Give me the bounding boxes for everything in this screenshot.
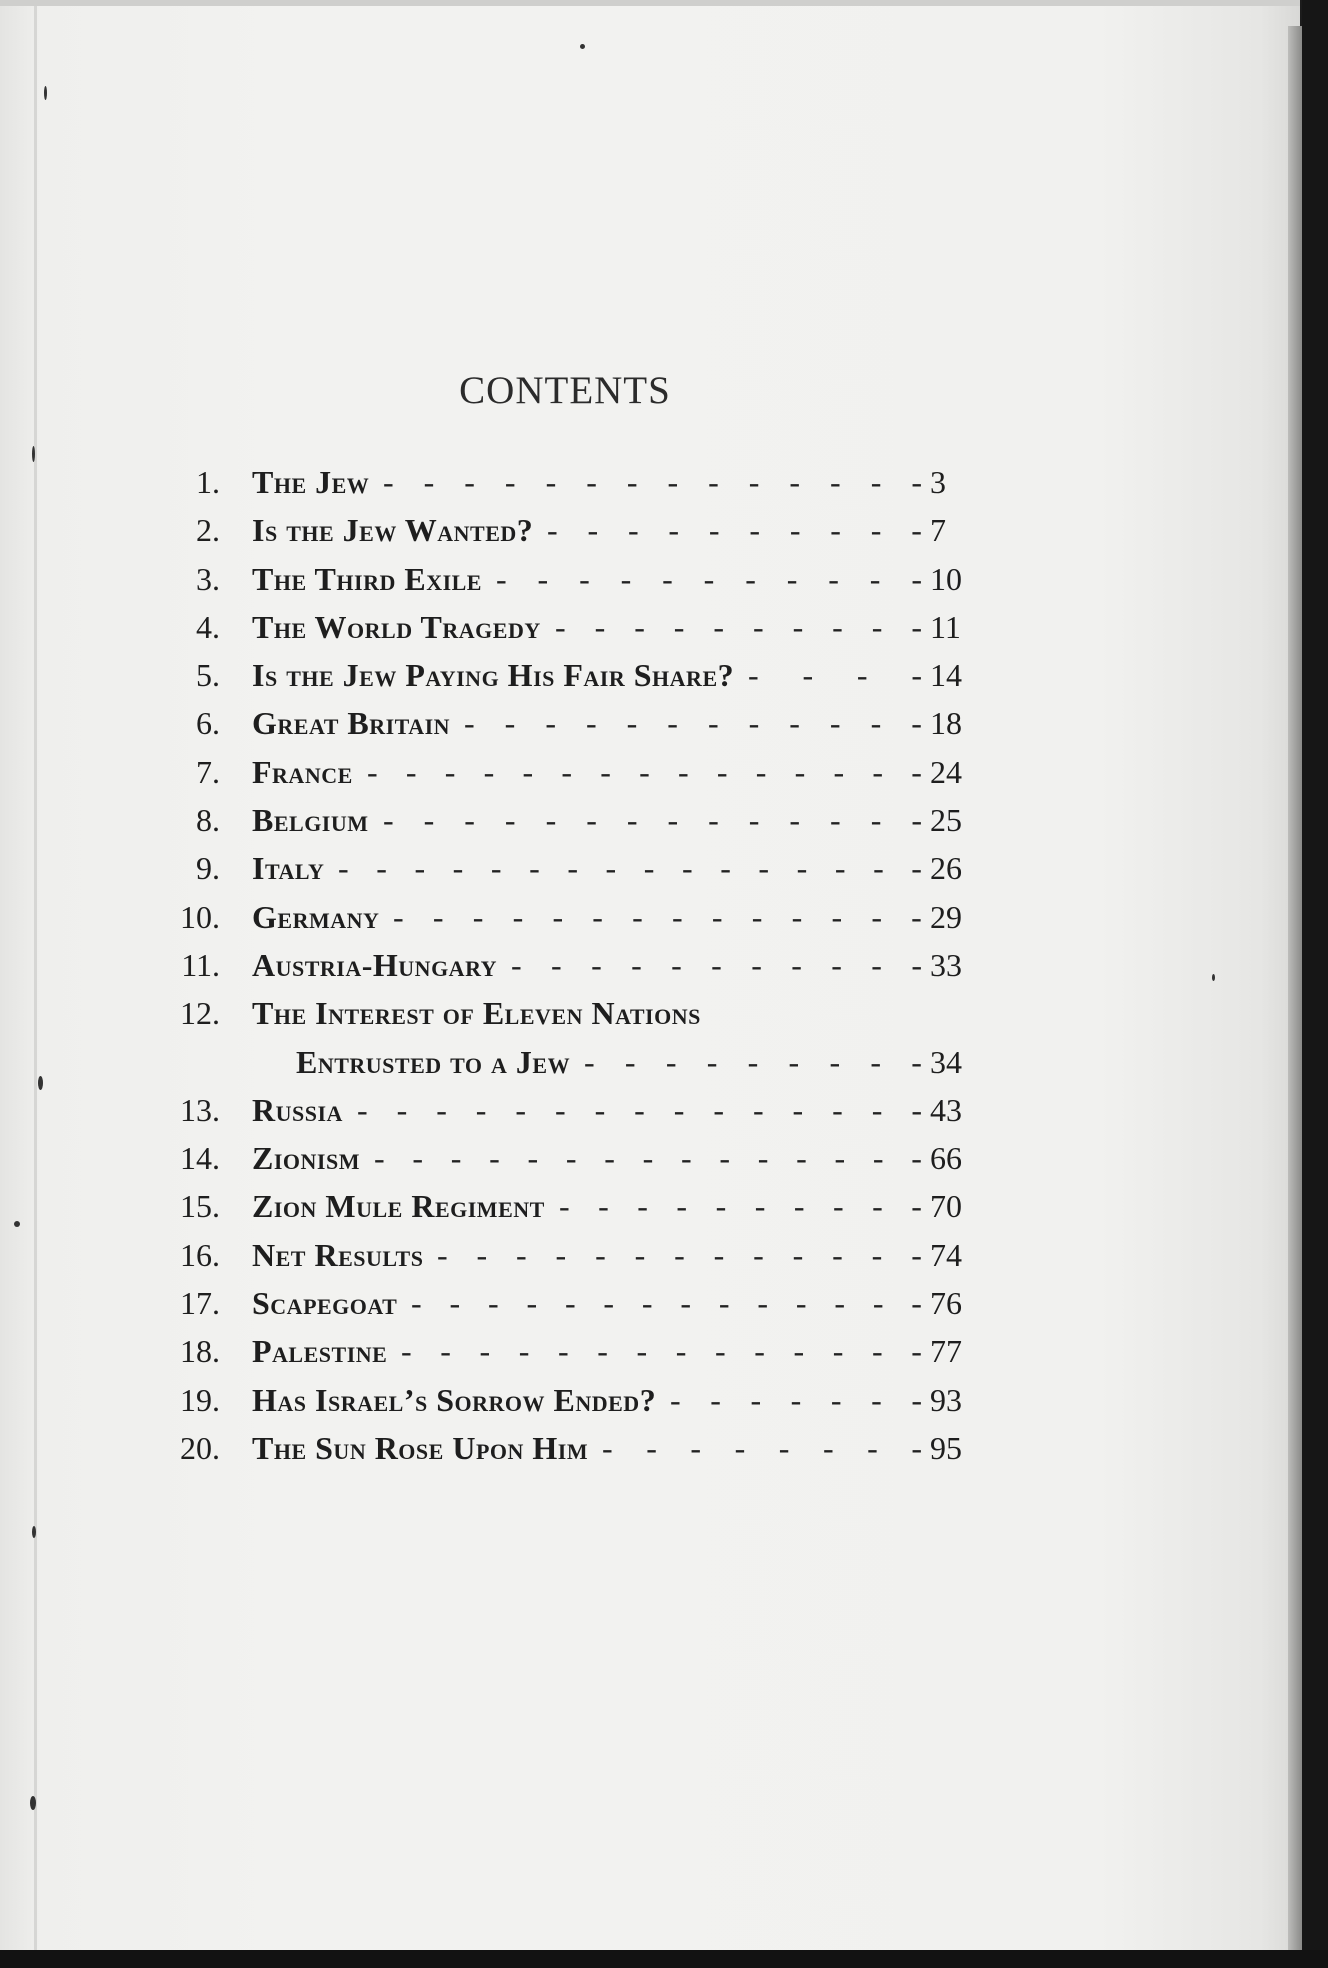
chapter-title: Scapegoat xyxy=(252,1285,398,1322)
chapter-number: 3. xyxy=(196,560,220,597)
dot-leader: - - - - - - - - - - - - - xyxy=(437,1236,922,1273)
toc-entry xyxy=(160,1430,980,1478)
dot-leader: - - - - - - - - - - - xyxy=(496,560,922,597)
scan-border-bottom xyxy=(0,1950,1328,1968)
chapter-title: Austria-Hungary xyxy=(252,946,498,983)
page-number: 77 xyxy=(930,1333,962,1370)
dot-leader: - - - - - - - - - - - - - - xyxy=(411,1285,922,1322)
chapter-number: 5. xyxy=(196,657,220,694)
toc-entry-continuation xyxy=(160,1044,980,1092)
dot-leader: - - - - - - - - - - xyxy=(555,608,922,645)
chapter-number: 12. xyxy=(180,995,220,1032)
page-number: 93 xyxy=(930,1381,962,1418)
dot-leader: - - - - - - - - - - - - - - xyxy=(401,1333,922,1370)
scan-speck xyxy=(32,1526,36,1538)
chapter-title-continuation: Entrusted to a Jew xyxy=(296,1043,571,1080)
chapter-title: The Sun Rose Upon Him xyxy=(252,1429,589,1466)
toc-entry xyxy=(160,899,980,947)
chapter-title: Great Britain xyxy=(252,705,451,742)
chapter-number: 16. xyxy=(180,1236,220,1273)
scan-speck xyxy=(32,446,35,462)
toc-entry xyxy=(160,1188,980,1236)
dot-leader: - - - - - - - - - - - - - - xyxy=(383,464,922,500)
dot-leader: - - - - - - - - xyxy=(602,1429,922,1466)
chapter-title: The World Tragedy xyxy=(252,608,541,645)
chapter-number: 17. xyxy=(180,1285,220,1322)
chapter-title: Russia xyxy=(252,1091,343,1128)
toc-entry xyxy=(160,705,980,753)
chapter-number: 13. xyxy=(180,1091,220,1128)
dot-leader: - - - - - - - - - xyxy=(584,1043,922,1080)
toc-entry xyxy=(160,561,980,609)
page-number: 24 xyxy=(930,753,962,790)
page-number: 25 xyxy=(930,802,962,839)
page-number: 26 xyxy=(930,850,962,887)
scan-speck xyxy=(38,1076,43,1090)
page-number: 14 xyxy=(930,657,962,694)
toc-entry xyxy=(160,1285,980,1333)
chapter-title: Zionism xyxy=(252,1140,360,1177)
page-number: 76 xyxy=(930,1285,962,1322)
chapter-title: Belgium xyxy=(252,802,369,839)
chapter-title: Palestine xyxy=(252,1333,388,1370)
page-number: 74 xyxy=(930,1236,962,1273)
chapter-number: 15. xyxy=(180,1188,220,1225)
chapter-number: 2. xyxy=(196,512,220,549)
chapter-title: Italy xyxy=(252,850,325,887)
page-number: 34 xyxy=(930,1043,962,1080)
toc-entry xyxy=(160,947,980,995)
table-of-contents xyxy=(160,464,980,1478)
page-number: 10 xyxy=(930,560,962,597)
dot-leader: - - - - - - - - - - - - - - xyxy=(393,898,922,935)
dot-leader: - - - - - - - - - - xyxy=(547,512,922,549)
chapter-number: 1. xyxy=(196,464,220,500)
toc-entry xyxy=(160,1237,980,1285)
chapter-number: 8. xyxy=(196,802,220,839)
scan-speck xyxy=(30,1796,36,1810)
chapter-title: The Jew xyxy=(252,464,370,500)
scan-speck xyxy=(580,44,585,49)
page-number: 3 xyxy=(930,464,946,500)
contents-heading: CONTENTS xyxy=(459,369,671,412)
chapter-number: 19. xyxy=(180,1381,220,1418)
page-number: 18 xyxy=(930,705,962,742)
page-number: 66 xyxy=(930,1140,962,1177)
chapter-number: 14. xyxy=(180,1140,220,1177)
page-number: 43 xyxy=(930,1091,962,1128)
toc-entry xyxy=(160,1382,980,1430)
page-number: 95 xyxy=(930,1429,962,1466)
page-number: 7 xyxy=(930,512,946,549)
scan-border-right xyxy=(1302,0,1328,1968)
page-gutter-edge xyxy=(34,6,37,1956)
chapter-title: Has Israel’s Sorrow Ended? xyxy=(252,1381,657,1418)
toc-entry xyxy=(160,1140,980,1188)
chapter-number: 4. xyxy=(196,608,220,645)
dot-leader: - - - - - - - - - - - - xyxy=(464,705,922,742)
toc-entry xyxy=(160,802,980,850)
toc-entry xyxy=(160,512,980,560)
chapter-number: 18. xyxy=(180,1333,220,1370)
dot-leader: - - - - - - - xyxy=(670,1381,922,1418)
dot-leader: - - - - - - - - - - - - - - - xyxy=(367,753,922,790)
chapter-title: Is the Jew Paying His Fair Share? xyxy=(252,657,735,694)
chapter-number: 9. xyxy=(196,850,220,887)
chapter-title: Net Results xyxy=(252,1236,424,1273)
toc-entry xyxy=(160,754,980,802)
chapter-number: 11. xyxy=(181,946,220,983)
toc-entry xyxy=(160,657,980,705)
chapter-title: Germany xyxy=(252,898,380,935)
dot-leader: - - - - - - - - - - - - - - xyxy=(383,802,922,839)
scan-speck xyxy=(44,86,47,100)
dot-leader: - - - - - - - - - - - - - - - xyxy=(357,1091,922,1128)
toc-entry xyxy=(160,1092,980,1140)
dot-leader: - - - - - - - - - - xyxy=(559,1188,922,1225)
chapter-number: 20. xyxy=(180,1429,220,1466)
toc-entry xyxy=(160,609,980,657)
toc-entry xyxy=(160,1333,980,1381)
chapter-title: France xyxy=(252,753,353,790)
chapter-title: Zion Mule Regiment xyxy=(252,1188,545,1225)
page-number: 11 xyxy=(930,608,961,645)
chapter-number: 7. xyxy=(196,753,220,790)
chapter-title: The Interest of Eleven Nations xyxy=(252,995,701,1032)
page-right-edge xyxy=(1288,26,1302,1956)
chapter-number: 6. xyxy=(196,705,220,742)
dot-leader: - - - - - - - - - - - - - - - xyxy=(374,1140,922,1177)
toc-entry xyxy=(160,850,980,898)
page-number: 29 xyxy=(930,898,962,935)
toc-entry xyxy=(160,464,980,512)
scan-speck xyxy=(14,1221,20,1227)
scan-speck xyxy=(1212,974,1215,981)
chapter-title: The Third Exile xyxy=(252,560,482,597)
toc-entry xyxy=(160,995,980,1043)
dot-leader: - - - - xyxy=(748,657,922,694)
chapter-title: Is the Jew Wanted? xyxy=(252,512,534,549)
page-number: 70 xyxy=(930,1188,962,1225)
dot-leader: - - - - - - - - - - - - - - - - xyxy=(338,850,922,887)
chapter-number: 10. xyxy=(180,898,220,935)
dot-leader: - - - - - - - - - - - xyxy=(511,946,922,983)
page-number: 33 xyxy=(930,946,962,983)
